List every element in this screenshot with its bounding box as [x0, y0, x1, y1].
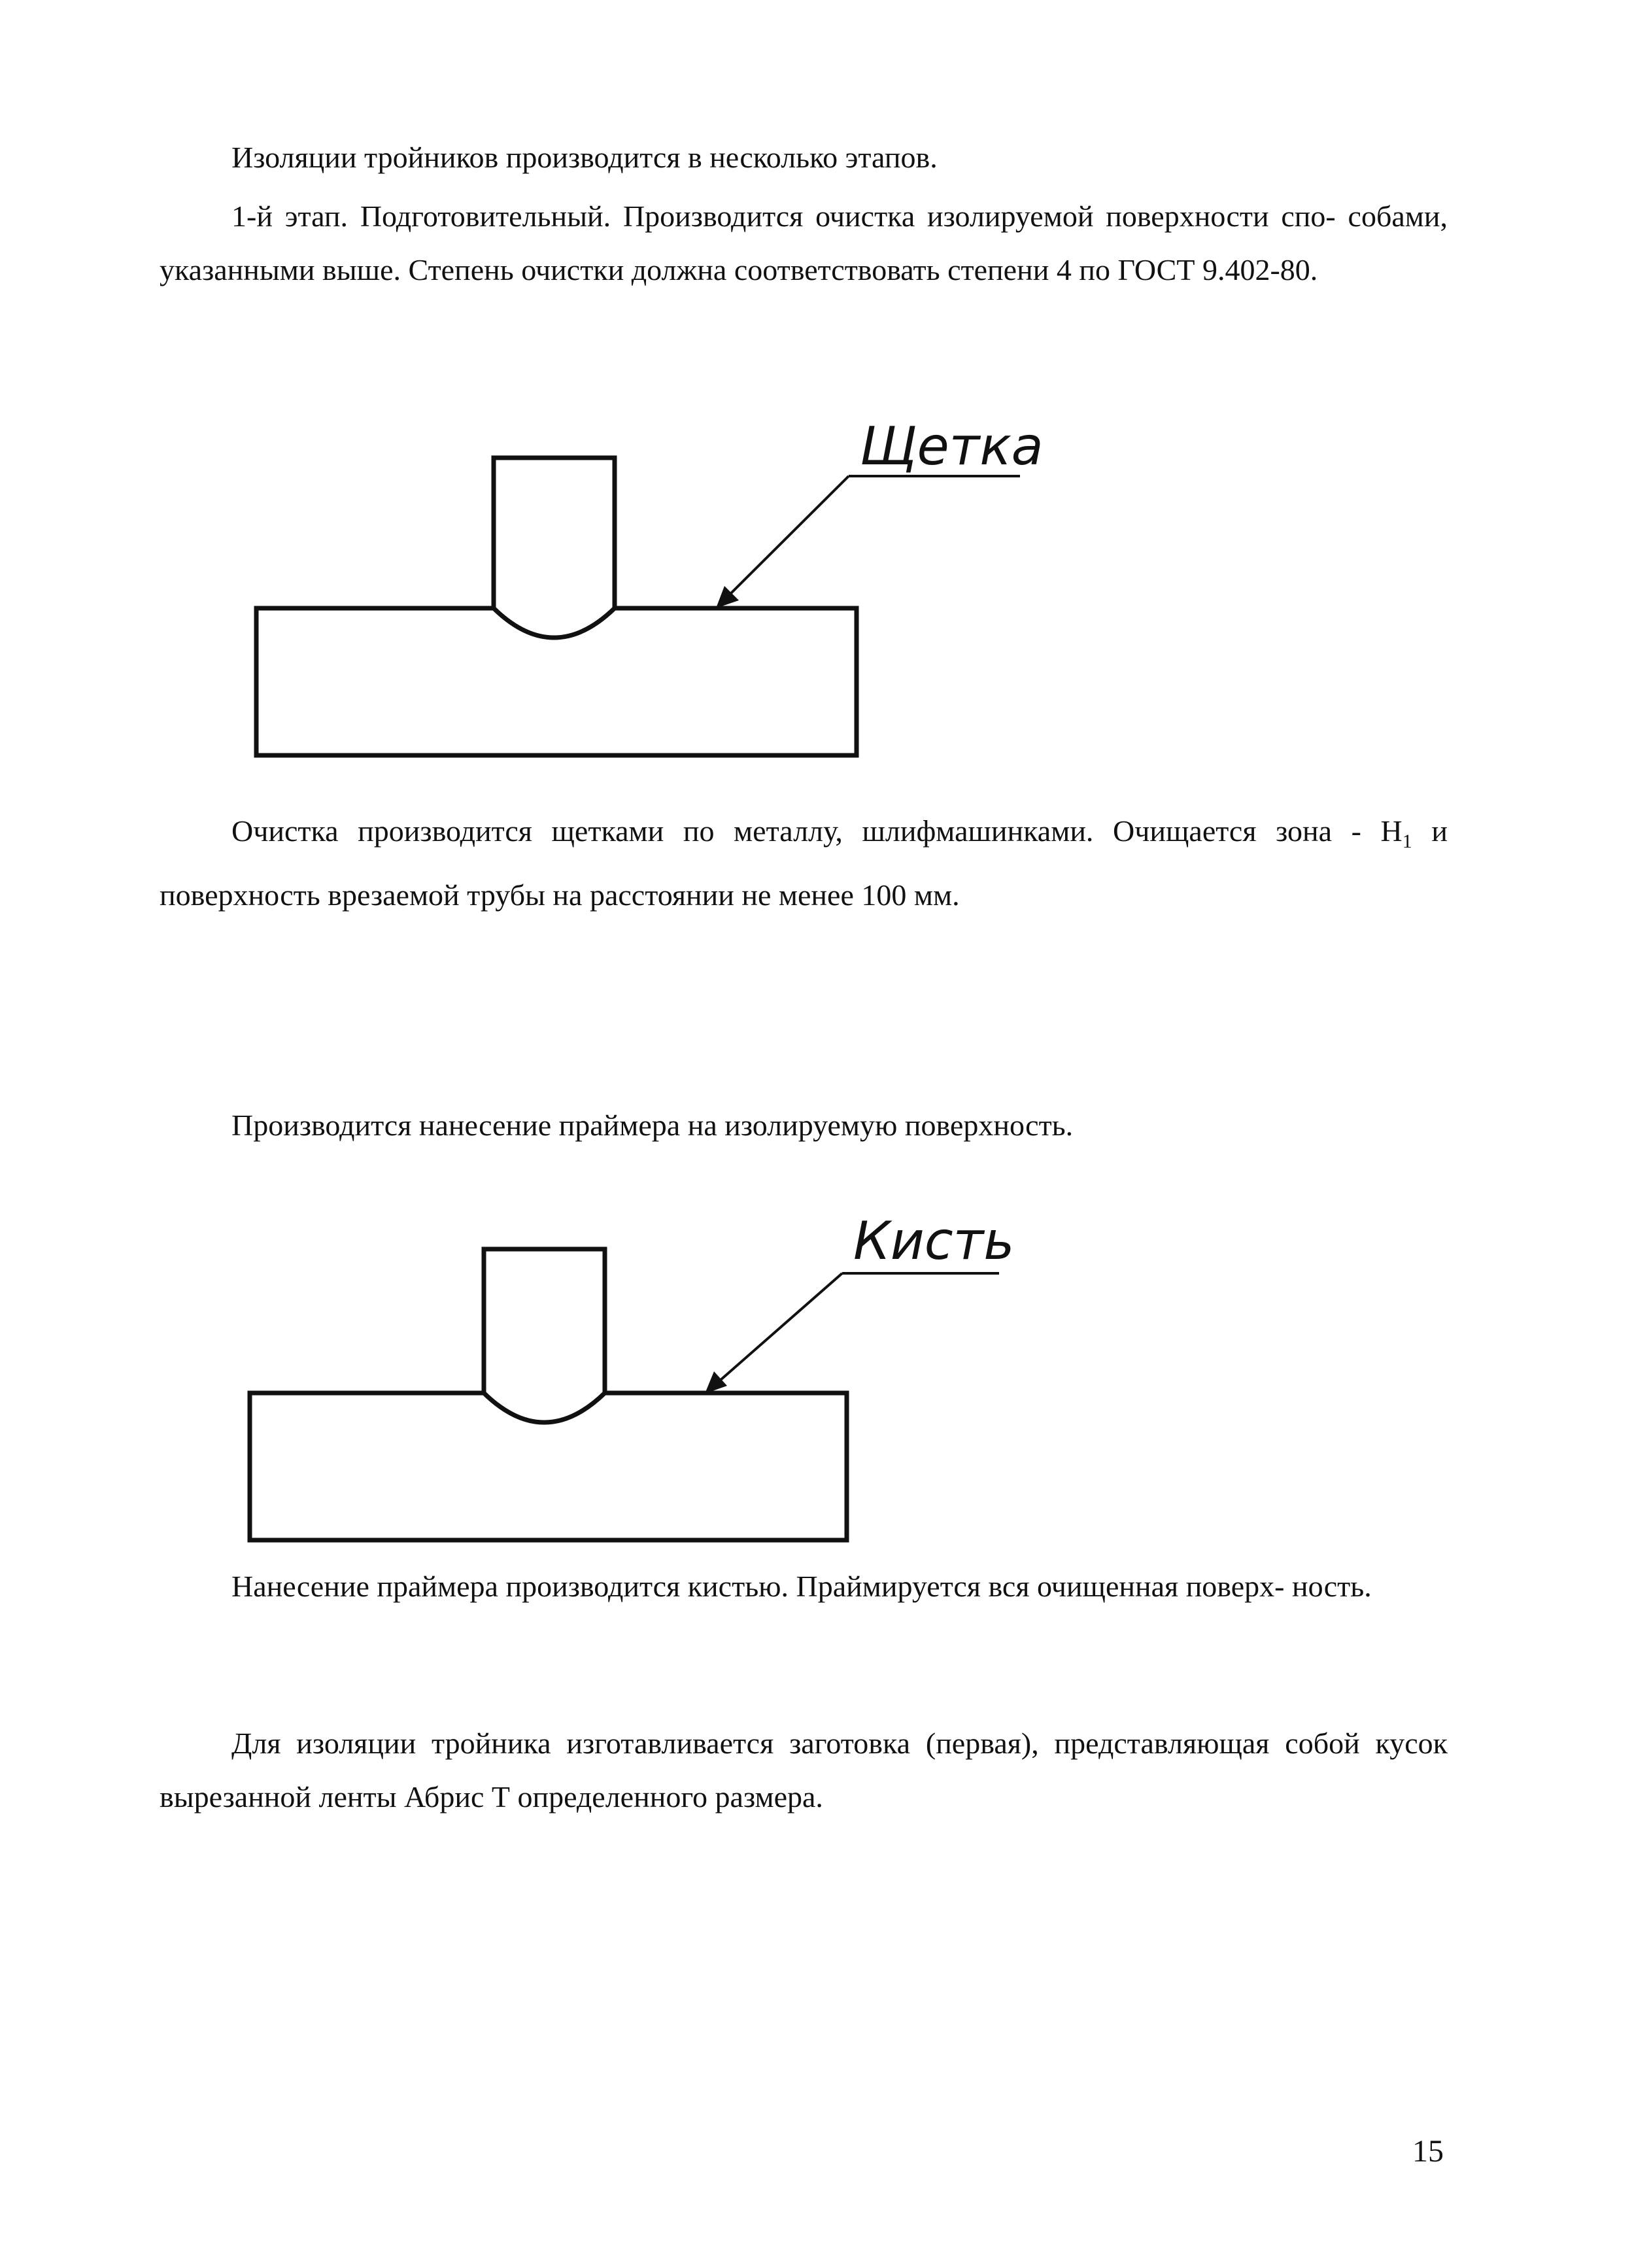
- primer-method-paragraph: Нанесение праймера производится кистью. Праймируется вся очищенная поверх- ность.: [231, 1570, 1372, 1603]
- cleaning-text-part1: Очистка производится щетками по металлу, шлифмашинками. Очищается зона - Н: [231, 814, 1402, 848]
- blank-paragraph: Для изоляции тройника изготавливается заготовка (первая), представляющая собой кусок вырезанной ленты Абрис Т определенного размера.: [160, 1727, 1448, 1813]
- stage1-paragraph: 1-й этап. Подготовительный. Производится очистка изолируемой поверхности спо- собами, указанными выше. Степень очистки должна соответствовать степени 4 по ГОСТ 9.402-80.: [160, 199, 1448, 286]
- cleaning-paragraph: [160, 804, 1448, 922]
- tee-figure-brush-clean: [235, 392, 1085, 772]
- primer-apply-paragraph: Производится нанесение праймера на изолируемую поверхность.: [231, 1108, 1074, 1142]
- cleaning-text-part2: и поверхность врезаемой трубы на расстоянии не менее 100 мм.: [160, 814, 1448, 912]
- tee-figure-paintbrush: [229, 1177, 1079, 1556]
- paintbrush-label: Кисть: [853, 1211, 1015, 1271]
- page-number: 15: [1412, 2134, 1444, 2169]
- intro-paragraph: Изоляции тройников производится в несколько этапов.: [231, 141, 938, 174]
- cleaning-subscript: 1: [1402, 831, 1412, 853]
- brush-label: Щетка: [860, 416, 1044, 477]
